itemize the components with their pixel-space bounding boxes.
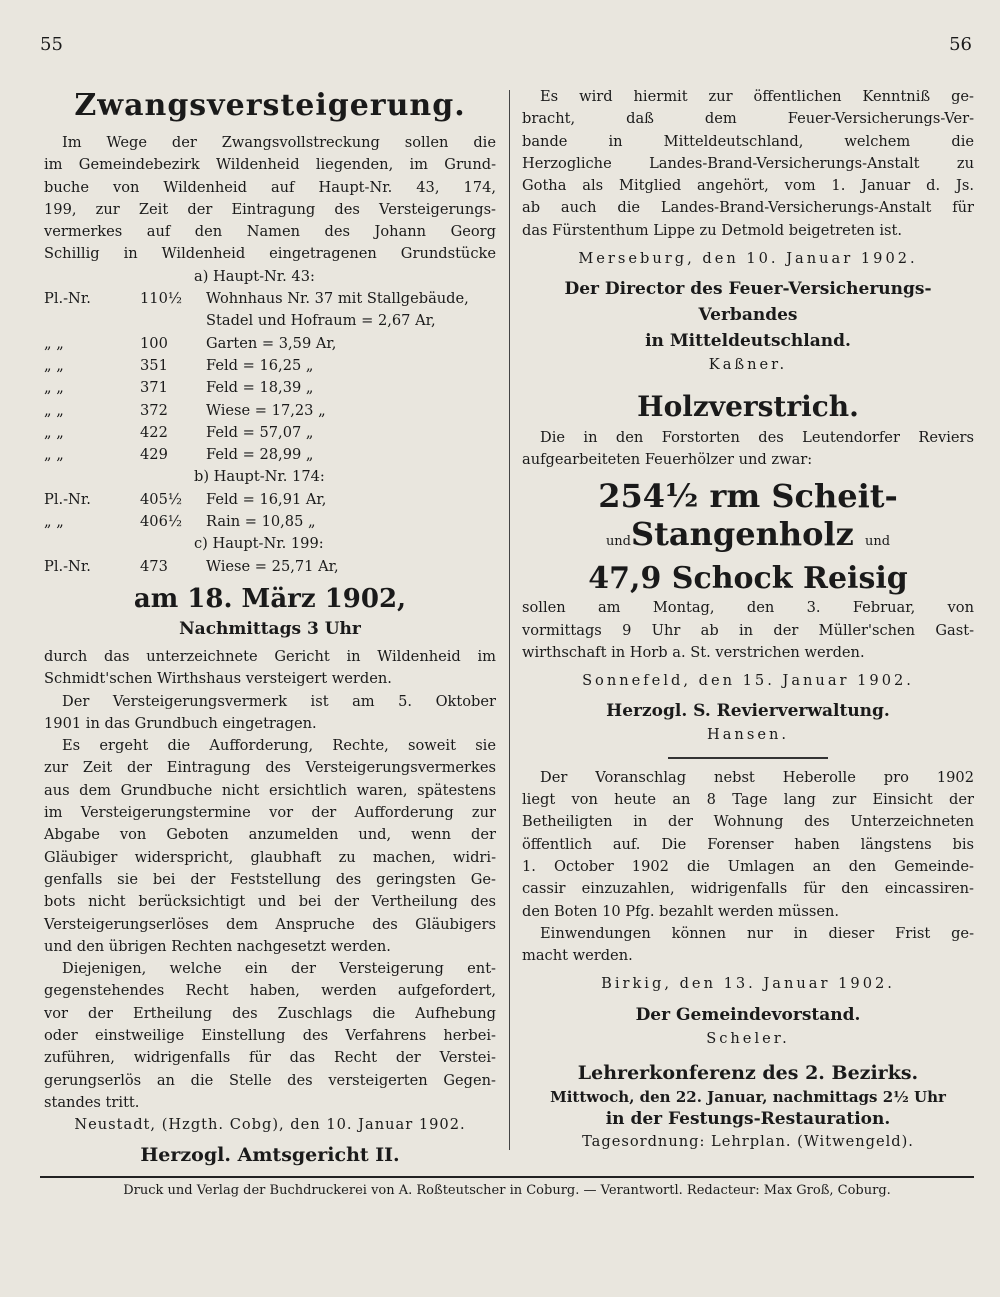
paragraph-line: standes tritt. xyxy=(44,1093,140,1111)
notice-line: das Fürstenthum Lippe zu Detmold beigetreten ist. xyxy=(522,221,903,239)
auction-intro-line: vermerkes auf den Namen des Johann Georg xyxy=(44,223,496,241)
parcel-row xyxy=(44,422,496,444)
paragraph-line: gegenstehendes Recht haben, werden aufgefordert, xyxy=(44,982,496,1000)
paragraph-line: durch das unterzeichnete Gericht in Wildenheid im xyxy=(44,647,496,665)
paragraph-line: Diejenigen, welche ein der Versteigerung ent- xyxy=(62,960,496,978)
notice-line: Betheiligten in der Wohnung des Unterzeichneten xyxy=(522,813,974,831)
parcel-description: Wohnhaus Nr. 37 mit Stallgebäude, xyxy=(206,290,469,308)
parcel-row xyxy=(44,377,496,399)
paragraph-line: im Versteigerungstermine vor der Aufforderung zur xyxy=(44,804,496,822)
notice-line: Die in den Forstorten des Leutendorfer Reviers xyxy=(540,428,974,446)
parcel-description: Wiese = 25,71 Ar, xyxy=(206,557,339,575)
parcel-number: 429 xyxy=(140,446,168,464)
notice-line: aufgearbeiteten Feuerhölzer und zwar: xyxy=(522,450,813,468)
parcel-number: 406½ xyxy=(140,513,182,531)
notice-line: liegt von heute an 8 Tage lang zur Einsicht der xyxy=(522,791,974,809)
notice-line: öffentlich auf. Die Forenser haben längstens bis xyxy=(522,835,974,853)
auction-intro-line: Schillig in Wildenheid eingetragenen Grundstücke xyxy=(44,245,496,263)
parcel-row xyxy=(44,288,496,310)
parcel-row xyxy=(44,333,496,355)
parcel-prefix: „ „ xyxy=(44,513,64,531)
auction-intro-line: buche von Wildenheid auf Haupt-Nr. 43, 174, xyxy=(44,178,496,196)
wood-sale-title: Holzverstrich. xyxy=(637,389,859,423)
parcel-row xyxy=(44,444,496,466)
auction-time: Nachmittags 3 Uhr xyxy=(179,618,361,639)
parcel-prefix: „ „ xyxy=(44,401,64,419)
page-number-left: 55 xyxy=(40,34,63,55)
notice-line: Herzogliche Landes-Brand-Versicherungs-Anstalt zu xyxy=(522,154,974,172)
parcel-prefix: „ „ xyxy=(44,379,64,397)
parcel-row xyxy=(44,489,496,511)
right-column xyxy=(522,86,974,1153)
notice-line: bracht, daß dem Feuer-Versicherungs-Ver- xyxy=(522,110,974,128)
parcel-row xyxy=(44,400,496,422)
parcel-prefix: Pl.-Nr. xyxy=(44,557,91,575)
paragraph-line: Versteigerungserlöses dem Anspruche des Gläubigers xyxy=(44,915,496,933)
paragraph-line: bots nicht berücksichtigt und bei der Vertheilung des xyxy=(44,893,496,911)
footer-rule xyxy=(40,1176,974,1178)
paragraph-line: aus dem Grundbuche nicht ersichtlich waren, spätestens xyxy=(44,781,496,799)
paragraph-line: Gläubiger widerspricht, glaubhaft zu machen, widri- xyxy=(44,848,496,866)
wood-quantity-1 xyxy=(522,477,974,561)
notice-line: Der Voranschlag nebst Heberolle pro 1902 xyxy=(540,768,974,786)
auction-place-date: Neustadt, (Hzgth. Cobg), den 10. Januar 1902. xyxy=(74,1116,466,1134)
paragraph-line: oder einstweilige Einstellung des Verfahrens herbei- xyxy=(44,1026,496,1044)
wood-quantity-rest: Stangenholz xyxy=(631,515,854,554)
wood-quantity-2: 47,9 Schock Reisig xyxy=(588,561,908,597)
parcel-description: Feld = 28,99 „ xyxy=(206,446,314,464)
parcel-description: Feld = 18,39 „ xyxy=(206,379,314,397)
parcel-group-c: c) Haupt-Nr. 199: xyxy=(194,535,324,553)
notice-line: bande in Mitteldeutschland, welchem die xyxy=(522,132,974,150)
paragraph-line: zuführen, widrigenfalls für das Recht der Verstei- xyxy=(44,1049,496,1067)
notice1-place-date: Merseburg, den 10. Januar 1902. xyxy=(578,250,918,268)
notice1-signature: Der Director des Feuer-Versicherungs-Verbandes xyxy=(564,279,932,326)
parcel-continuation: Stadel und Hofraum = 2,67 Ar, xyxy=(206,312,436,330)
notice-line: sollen am Montag, den 3. Februar, von xyxy=(522,599,974,617)
parcel-prefix: Pl.-Nr. xyxy=(44,290,91,308)
parcel-number: 371 xyxy=(140,379,168,397)
conference-venue: in der Festungs-Restauration. xyxy=(605,1109,891,1130)
parcel-number: 110½ xyxy=(140,290,182,308)
paragraph-line: 1901 in das Grundbuch eingetragen. xyxy=(44,714,317,732)
wood-quantity-und: und xyxy=(605,534,632,550)
parcel-number: 100 xyxy=(140,334,168,352)
notice3-name: Scheler. xyxy=(706,1029,790,1047)
paragraph-line: Es ergeht die Aufforderung, Rechte, soweit sie xyxy=(62,737,496,755)
auction-intro-line: Im Wege der Zwangsvollstreckung sollen die xyxy=(62,134,496,151)
notice-line: cassir einzuzahlen, widrigenfalls für den eincassiren- xyxy=(522,880,974,898)
conference-title: Lehrerkonferenz des 2. Bezirks. xyxy=(577,1062,919,1085)
parcel-row xyxy=(44,556,496,578)
paragraph-line: zur Zeit der Eintragung des Versteigerungsvermerkes xyxy=(44,759,496,777)
notice3-signature: Der Gemeindevorstand. xyxy=(635,1004,861,1025)
parcel-prefix: „ „ xyxy=(44,356,64,374)
parcel-row xyxy=(44,511,496,533)
auction-title: Zwangsversteigerung. xyxy=(74,88,466,123)
parcel-description: Wiese = 17,23 „ xyxy=(206,401,326,419)
page-number-right: 56 xyxy=(949,34,972,55)
paragraph-line: Abgabe von Geboten anzumelden und, wenn der xyxy=(44,826,496,844)
paragraph-line: vor der Ertheilung des Zuschlags die Aufhebung xyxy=(44,1004,496,1022)
parcel-number: 351 xyxy=(140,356,168,374)
parcel-prefix: „ „ xyxy=(44,423,64,441)
parcel-description: Rain = 10,85 „ xyxy=(206,513,316,531)
column-divider xyxy=(509,90,510,1150)
notice1-signature-line2: in Mitteldeutschland. xyxy=(645,331,851,352)
auction-signature: Herzogl. Amtsgericht II. xyxy=(140,1144,400,1167)
wood-quantity-und2: und xyxy=(864,534,891,550)
parcel-description: Feld = 16,91 Ar, xyxy=(206,490,327,508)
notice-line: macht werden. xyxy=(522,947,633,965)
parcel-number: 372 xyxy=(140,401,168,419)
notice-line: Es wird hiermit zur öffentlichen Kenntniß ge- xyxy=(540,88,974,105)
parcel-prefix: „ „ xyxy=(44,334,64,352)
paragraph-line: genfalls sie bei der Feststellung des geringsten Ge- xyxy=(44,870,496,888)
wood-quantity-main: 254½ rm Scheit- xyxy=(598,477,898,516)
notice-line: Gotha als Mitglied angehört, vom 1. Januar d. Js. xyxy=(522,177,974,195)
notice-line: ab auch die Landes-Brand-Versicherungs-Anstalt für xyxy=(522,199,974,217)
auction-date: am 18. März 1902, xyxy=(133,583,407,614)
parcel-prefix: „ „ xyxy=(44,446,64,464)
left-column xyxy=(44,86,496,1168)
notice-line: Einwendungen können nur in dieser Frist ge- xyxy=(540,924,974,942)
paragraph-line: Schmidt'schen Wirthshaus versteigert werden. xyxy=(44,670,392,688)
parcel-prefix: Pl.-Nr. xyxy=(44,490,91,508)
parcel-description: Garten = 3,59 Ar, xyxy=(206,334,337,352)
auction-intro-line: 199, zur Zeit der Eintragung des Versteigerungs- xyxy=(44,200,496,218)
notice2-signature: Herzogl. S. Revierverwaltung. xyxy=(606,701,890,722)
paragraph-line: Der Versteigerungsvermerk ist am 5. Oktober xyxy=(62,692,496,710)
conference-agenda: Tagesordnung: Lehrplan. (Witwengeld). xyxy=(582,1132,914,1150)
notice-separator xyxy=(668,757,828,759)
notice3-place-date: Birkig, den 13. Januar 1902. xyxy=(601,975,895,993)
notice1-name: Kaßner. xyxy=(708,356,788,374)
notice-line: 1. October 1902 die Umlagen an den Gemeinde- xyxy=(522,857,974,875)
parcel-description: Feld = 57,07 „ xyxy=(206,423,314,441)
auction-intro-line: im Gemeindebezirk Wildenheid liegenden, im Grund- xyxy=(44,156,496,174)
imprint-footer: Druck und Verlag der Buchdruckerei von A. Roßteutscher in Coburg. — Verantwortl. Redacteur: Max Groß, Coburg. xyxy=(123,1183,891,1198)
paragraph-line: und den übrigen Rechten nachgesetzt werden. xyxy=(44,937,391,955)
notice-line: den Boten 10 Pfg. bezahlt werden müssen. xyxy=(522,902,840,920)
parcel-row xyxy=(44,355,496,377)
parcel-description: Feld = 16,25 „ xyxy=(206,356,314,374)
parcel-number: 405½ xyxy=(140,490,182,508)
parcel-group-a: a) Haupt-Nr. 43: xyxy=(194,267,315,285)
notice2-place-date: Sonnefeld, den 15. Januar 1902. xyxy=(582,672,914,690)
conference-date: Mittwoch, den 22. Januar, nachmittags 2½ Uhr xyxy=(550,1088,946,1107)
parcel-number: 422 xyxy=(140,423,168,441)
parcel-number: 473 xyxy=(140,557,168,575)
notice2-name: Hansen. xyxy=(707,726,789,744)
notice-line: vormittags 9 Uhr ab in der Müller'schen Gast- xyxy=(522,621,974,639)
parcel-group-b: b) Haupt-Nr. 174: xyxy=(194,468,325,486)
paragraph-line: gerungserlös an die Stelle des versteigerten Gegen- xyxy=(44,1071,496,1089)
notice-line: wirthschaft in Horb a. St. verstrichen werden. xyxy=(522,643,865,661)
